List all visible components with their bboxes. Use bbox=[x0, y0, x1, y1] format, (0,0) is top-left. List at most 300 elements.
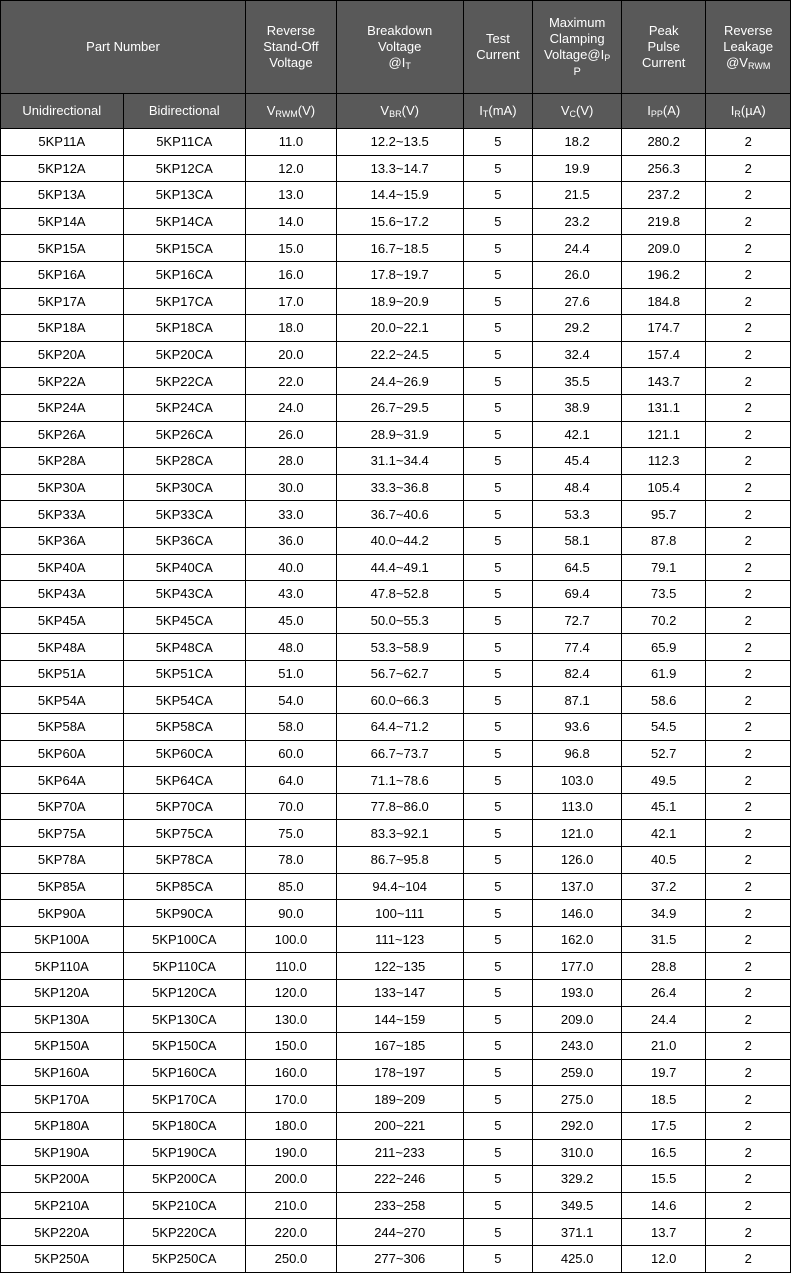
cell-vc: 259.0 bbox=[533, 1059, 622, 1086]
table-row bbox=[1, 1245, 791, 1272]
cell-vrwm: 15.0 bbox=[246, 235, 337, 262]
cell-vrwm: 75.0 bbox=[246, 820, 337, 847]
table-row bbox=[1, 129, 791, 156]
cell-ir: 2 bbox=[706, 1033, 791, 1060]
subheader-sub: R bbox=[734, 108, 741, 119]
cell-vbr: 28.9~31.9 bbox=[336, 421, 463, 448]
table-row bbox=[1, 474, 791, 501]
cell-bidirectional: 5KP30CA bbox=[123, 474, 246, 501]
cell-vc: 146.0 bbox=[533, 900, 622, 927]
cell-it: 5 bbox=[463, 793, 533, 820]
cell-bidirectional: 5KP200CA bbox=[123, 1166, 246, 1193]
cell-it: 5 bbox=[463, 1006, 533, 1033]
cell-vrwm: 190.0 bbox=[246, 1139, 337, 1166]
table-row bbox=[1, 793, 791, 820]
cell-unidirectional: 5KP64A bbox=[1, 767, 124, 794]
cell-vc: 38.9 bbox=[533, 394, 622, 421]
subheader-main: I bbox=[647, 102, 651, 118]
cell-ipp: 26.4 bbox=[621, 980, 705, 1007]
cell-ir: 2 bbox=[706, 953, 791, 980]
cell-vbr: 233~258 bbox=[336, 1192, 463, 1219]
cell-vbr: 222~246 bbox=[336, 1166, 463, 1193]
cell-ipp: 184.8 bbox=[621, 288, 705, 315]
cell-vbr: 244~270 bbox=[336, 1219, 463, 1246]
table-row bbox=[1, 953, 791, 980]
cell-it: 5 bbox=[463, 1219, 533, 1246]
cell-ir: 2 bbox=[706, 847, 791, 874]
cell-bidirectional: 5KP36CA bbox=[123, 527, 246, 554]
subheader-main: V bbox=[380, 102, 390, 118]
cell-it: 5 bbox=[463, 714, 533, 741]
cell-vc: 243.0 bbox=[533, 1033, 622, 1060]
cell-vrwm: 90.0 bbox=[246, 900, 337, 927]
cell-ipp: 40.5 bbox=[621, 847, 705, 874]
cell-ipp: 19.7 bbox=[621, 1059, 705, 1086]
cell-vbr: 86.7~95.8 bbox=[336, 847, 463, 874]
cell-vrwm: 28.0 bbox=[246, 448, 337, 475]
table-row bbox=[1, 687, 791, 714]
cell-ipp: 42.1 bbox=[621, 820, 705, 847]
cell-it: 5 bbox=[463, 1245, 533, 1272]
cell-ipp: 112.3 bbox=[621, 448, 705, 475]
table-row bbox=[1, 1166, 791, 1193]
cell-vc: 45.4 bbox=[533, 448, 622, 475]
cell-it: 5 bbox=[463, 900, 533, 927]
cell-ipp: 17.5 bbox=[621, 1112, 705, 1139]
cell-it: 5 bbox=[463, 341, 533, 368]
cell-vc: 103.0 bbox=[533, 767, 622, 794]
cell-it: 5 bbox=[463, 208, 533, 235]
cell-ipp: 157.4 bbox=[621, 341, 705, 368]
cell-vrwm: 150.0 bbox=[246, 1033, 337, 1060]
cell-ipp: 196.2 bbox=[621, 261, 705, 288]
cell-unidirectional: 5KP51A bbox=[1, 660, 124, 687]
cell-bidirectional: 5KP64CA bbox=[123, 767, 246, 794]
table-header-sub-row bbox=[1, 94, 791, 129]
header-at-sub: RWM bbox=[747, 60, 771, 71]
cell-bidirectional: 5KP250CA bbox=[123, 1245, 246, 1272]
header-line: Test bbox=[485, 31, 510, 46]
cell-it: 5 bbox=[463, 261, 533, 288]
cell-vbr: 64.4~71.2 bbox=[336, 714, 463, 741]
cell-vc: 121.0 bbox=[533, 820, 622, 847]
subheader-sub: PP bbox=[650, 108, 663, 119]
subheader-tail: (V) bbox=[401, 102, 419, 118]
cell-vc: 96.8 bbox=[533, 740, 622, 767]
table-header bbox=[1, 1, 791, 129]
cell-vc: 24.4 bbox=[533, 235, 622, 262]
cell-ipp: 31.5 bbox=[621, 926, 705, 953]
subheader-main: V bbox=[266, 102, 276, 118]
cell-ir: 2 bbox=[706, 261, 791, 288]
cell-ir: 2 bbox=[706, 527, 791, 554]
cell-vbr: 144~159 bbox=[336, 1006, 463, 1033]
cell-vc: 21.5 bbox=[533, 182, 622, 209]
table-row bbox=[1, 1006, 791, 1033]
cell-vrwm: 16.0 bbox=[246, 261, 337, 288]
cell-unidirectional: 5KP70A bbox=[1, 793, 124, 820]
cell-bidirectional: 5KP14CA bbox=[123, 208, 246, 235]
cell-vrwm: 51.0 bbox=[246, 660, 337, 687]
cell-vrwm: 160.0 bbox=[246, 1059, 337, 1086]
table-row bbox=[1, 767, 791, 794]
cell-bidirectional: 5KP15CA bbox=[123, 235, 246, 262]
cell-vc: 69.4 bbox=[533, 581, 622, 608]
cell-unidirectional: 5KP43A bbox=[1, 581, 124, 608]
table-row bbox=[1, 660, 791, 687]
cell-vbr: 133~147 bbox=[336, 980, 463, 1007]
cell-unidirectional: 5KP18A bbox=[1, 315, 124, 342]
cell-vc: 371.1 bbox=[533, 1219, 622, 1246]
cell-unidirectional: 5KP24A bbox=[1, 394, 124, 421]
header-line: Reverse bbox=[266, 23, 316, 38]
cell-vrwm: 11.0 bbox=[246, 129, 337, 156]
cell-vc: 77.4 bbox=[533, 634, 622, 661]
cell-vc: 72.7 bbox=[533, 607, 622, 634]
cell-vbr: 31.1~34.4 bbox=[336, 448, 463, 475]
table-row bbox=[1, 873, 791, 900]
table-row bbox=[1, 1139, 791, 1166]
cell-vbr: 66.7~73.7 bbox=[336, 740, 463, 767]
cell-bidirectional: 5KP160CA bbox=[123, 1059, 246, 1086]
cell-ir: 2 bbox=[706, 155, 791, 182]
cell-bidirectional: 5KP75CA bbox=[123, 820, 246, 847]
cell-bidirectional: 5KP18CA bbox=[123, 315, 246, 342]
table-row bbox=[1, 607, 791, 634]
header-line: Breakdown bbox=[367, 22, 433, 38]
cell-ipp: 174.7 bbox=[621, 315, 705, 342]
cell-ipp: 65.9 bbox=[621, 634, 705, 661]
table-row bbox=[1, 527, 791, 554]
cell-bidirectional: 5KP190CA bbox=[123, 1139, 246, 1166]
cell-unidirectional: 5KP20A bbox=[1, 341, 124, 368]
cell-bidirectional: 5KP150CA bbox=[123, 1033, 246, 1060]
cell-ir: 2 bbox=[706, 1219, 791, 1246]
cell-it: 5 bbox=[463, 926, 533, 953]
cell-ir: 2 bbox=[706, 607, 791, 634]
cell-bidirectional: 5KP78CA bbox=[123, 847, 246, 874]
cell-it: 5 bbox=[463, 740, 533, 767]
cell-unidirectional: 5KP210A bbox=[1, 1192, 124, 1219]
cell-it: 5 bbox=[463, 368, 533, 395]
cell-vbr: 56.7~62.7 bbox=[336, 660, 463, 687]
cell-vc: 42.1 bbox=[533, 421, 622, 448]
cell-ir: 2 bbox=[706, 1112, 791, 1139]
cell-ir: 2 bbox=[706, 581, 791, 608]
subheader-tail: (V) bbox=[297, 102, 316, 118]
cell-it: 5 bbox=[463, 129, 533, 156]
cell-ir: 2 bbox=[706, 288, 791, 315]
cell-it: 5 bbox=[463, 182, 533, 209]
cell-vrwm: 48.0 bbox=[246, 634, 337, 661]
cell-vbr: 16.7~18.5 bbox=[336, 235, 463, 262]
cell-ir: 2 bbox=[706, 873, 791, 900]
header-at: @I bbox=[388, 54, 406, 70]
cell-bidirectional: 5KP180CA bbox=[123, 1112, 246, 1139]
table-row bbox=[1, 501, 791, 528]
table-row bbox=[1, 1219, 791, 1246]
cell-unidirectional: 5KP220A bbox=[1, 1219, 124, 1246]
cell-vc: 209.0 bbox=[533, 1006, 622, 1033]
cell-vrwm: 26.0 bbox=[246, 421, 337, 448]
cell-vc: 93.6 bbox=[533, 714, 622, 741]
cell-vrwm: 30.0 bbox=[246, 474, 337, 501]
cell-vrwm: 170.0 bbox=[246, 1086, 337, 1113]
cell-bidirectional: 5KP220CA bbox=[123, 1219, 246, 1246]
cell-unidirectional: 5KP45A bbox=[1, 607, 124, 634]
cell-it: 5 bbox=[463, 634, 533, 661]
header-maximum-clamping-voltage bbox=[533, 1, 622, 94]
cell-ir: 2 bbox=[706, 1166, 791, 1193]
subheader-sub: BR bbox=[389, 108, 402, 119]
header-line bbox=[708, 55, 788, 72]
subheader-vbr bbox=[336, 94, 463, 129]
cell-bidirectional: 5KP48CA bbox=[123, 634, 246, 661]
cell-vrwm: 64.0 bbox=[246, 767, 337, 794]
cell-vrwm: 70.0 bbox=[246, 793, 337, 820]
cell-vrwm: 100.0 bbox=[246, 926, 337, 953]
cell-ir: 2 bbox=[706, 1139, 791, 1166]
cell-it: 5 bbox=[463, 873, 533, 900]
cell-it: 5 bbox=[463, 607, 533, 634]
subheader-main: I bbox=[479, 102, 483, 118]
table-row bbox=[1, 368, 791, 395]
cell-vrwm: 78.0 bbox=[246, 847, 337, 874]
cell-vrwm: 54.0 bbox=[246, 687, 337, 714]
cell-vc: 48.4 bbox=[533, 474, 622, 501]
table-row bbox=[1, 1086, 791, 1113]
cell-unidirectional: 5KP110A bbox=[1, 953, 124, 980]
cell-ir: 2 bbox=[706, 1059, 791, 1086]
table-row bbox=[1, 581, 791, 608]
cell-vbr: 12.2~13.5 bbox=[336, 129, 463, 156]
cell-it: 5 bbox=[463, 581, 533, 608]
cell-ir: 2 bbox=[706, 687, 791, 714]
subheader-unidirectional bbox=[1, 94, 124, 129]
cell-ir: 2 bbox=[706, 1245, 791, 1272]
cell-bidirectional: 5KP170CA bbox=[123, 1086, 246, 1113]
cell-unidirectional: 5KP12A bbox=[1, 155, 124, 182]
cell-vrwm: 85.0 bbox=[246, 873, 337, 900]
cell-vbr: 277~306 bbox=[336, 1245, 463, 1272]
cell-vrwm: 130.0 bbox=[246, 1006, 337, 1033]
cell-bidirectional: 5KP85CA bbox=[123, 873, 246, 900]
cell-unidirectional: 5KP90A bbox=[1, 900, 124, 927]
table-row bbox=[1, 182, 791, 209]
cell-ipp: 58.6 bbox=[621, 687, 705, 714]
cell-ir: 2 bbox=[706, 660, 791, 687]
cell-it: 5 bbox=[463, 660, 533, 687]
cell-unidirectional: 5KP250A bbox=[1, 1245, 124, 1272]
cell-it: 5 bbox=[463, 527, 533, 554]
cell-unidirectional: 5KP16A bbox=[1, 261, 124, 288]
cell-bidirectional: 5KP33CA bbox=[123, 501, 246, 528]
cell-ir: 2 bbox=[706, 767, 791, 794]
table-header-group-row bbox=[1, 1, 791, 94]
cell-vrwm: 14.0 bbox=[246, 208, 337, 235]
cell-it: 5 bbox=[463, 1139, 533, 1166]
cell-bidirectional: 5KP54CA bbox=[123, 687, 246, 714]
cell-vc: 292.0 bbox=[533, 1112, 622, 1139]
cell-vrwm: 250.0 bbox=[246, 1245, 337, 1272]
cell-vc: 19.9 bbox=[533, 155, 622, 182]
cell-ipp: 95.7 bbox=[621, 501, 705, 528]
cell-vrwm: 36.0 bbox=[246, 527, 337, 554]
header-line: Leakage bbox=[723, 38, 774, 54]
cell-ipp: 256.3 bbox=[621, 155, 705, 182]
cell-unidirectional: 5KP180A bbox=[1, 1112, 124, 1139]
cell-it: 5 bbox=[463, 501, 533, 528]
table-row bbox=[1, 421, 791, 448]
table-row bbox=[1, 448, 791, 475]
cell-vbr: 77.8~86.0 bbox=[336, 793, 463, 820]
table-row bbox=[1, 740, 791, 767]
header-line: Reverse bbox=[724, 22, 773, 38]
header-reverse-leakage bbox=[706, 1, 791, 94]
cell-ir: 2 bbox=[706, 448, 791, 475]
cell-vbr: 200~221 bbox=[336, 1112, 463, 1139]
subheader-sub: RWM bbox=[275, 108, 298, 119]
cell-bidirectional: 5KP24CA bbox=[123, 394, 246, 421]
cell-ipp: 209.0 bbox=[621, 235, 705, 262]
cell-bidirectional: 5KP12CA bbox=[123, 155, 246, 182]
header-at-sub: T bbox=[405, 60, 411, 71]
cell-ipp: 131.1 bbox=[621, 394, 705, 421]
cell-it: 5 bbox=[463, 1192, 533, 1219]
table-row bbox=[1, 235, 791, 262]
header-breakdown-voltage bbox=[336, 1, 463, 94]
cell-it: 5 bbox=[463, 288, 533, 315]
cell-bidirectional: 5KP51CA bbox=[123, 660, 246, 687]
table-row bbox=[1, 341, 791, 368]
cell-it: 5 bbox=[463, 235, 533, 262]
cell-ipp: 70.2 bbox=[621, 607, 705, 634]
cell-it: 5 bbox=[463, 448, 533, 475]
cell-it: 5 bbox=[463, 394, 533, 421]
cell-unidirectional: 5KP200A bbox=[1, 1166, 124, 1193]
table-row bbox=[1, 1059, 791, 1086]
cell-vrwm: 12.0 bbox=[246, 155, 337, 182]
subheader-bidirectional bbox=[123, 94, 246, 129]
cell-vbr: 83.3~92.1 bbox=[336, 820, 463, 847]
cell-ir: 2 bbox=[706, 926, 791, 953]
cell-ir: 2 bbox=[706, 235, 791, 262]
cell-ipp: 121.1 bbox=[621, 421, 705, 448]
table-row bbox=[1, 980, 791, 1007]
subheader-tail: (A) bbox=[662, 102, 681, 118]
cell-ir: 2 bbox=[706, 980, 791, 1007]
cell-unidirectional: 5KP40A bbox=[1, 554, 124, 581]
cell-unidirectional: 5KP36A bbox=[1, 527, 124, 554]
cell-bidirectional: 5KP58CA bbox=[123, 714, 246, 741]
header-reverse-standoff-voltage bbox=[246, 1, 337, 94]
subheader-tail: (mA) bbox=[488, 102, 517, 118]
cell-ipp: 14.6 bbox=[621, 1192, 705, 1219]
cell-bidirectional: 5KP16CA bbox=[123, 261, 246, 288]
subheader-sub: T bbox=[482, 108, 489, 119]
cell-bidirectional: 5KP100CA bbox=[123, 926, 246, 953]
cell-unidirectional: 5KP54A bbox=[1, 687, 124, 714]
cell-vc: 329.2 bbox=[533, 1166, 622, 1193]
cell-vc: 27.6 bbox=[533, 288, 622, 315]
cell-ipp: 87.8 bbox=[621, 527, 705, 554]
cell-ipp: 49.5 bbox=[621, 767, 705, 794]
cell-bidirectional: 5KP20CA bbox=[123, 341, 246, 368]
header-line: Clamping bbox=[549, 30, 605, 46]
cell-vc: 32.4 bbox=[533, 341, 622, 368]
cell-ipp: 280.2 bbox=[621, 129, 705, 156]
header-at-extra: P bbox=[573, 65, 581, 78]
subheader-tail: (V) bbox=[576, 102, 594, 118]
cell-bidirectional: 5KP90CA bbox=[123, 900, 246, 927]
cell-vrwm: 45.0 bbox=[246, 607, 337, 634]
cell-it: 5 bbox=[463, 474, 533, 501]
header-line: Maximum bbox=[548, 14, 606, 30]
subheader-ir bbox=[706, 94, 791, 129]
cell-vrwm: 33.0 bbox=[246, 501, 337, 528]
cell-it: 5 bbox=[463, 554, 533, 581]
cell-ipp: 54.5 bbox=[621, 714, 705, 741]
cell-vrwm: 58.0 bbox=[246, 714, 337, 741]
cell-ir: 2 bbox=[706, 129, 791, 156]
cell-bidirectional: 5KP26CA bbox=[123, 421, 246, 448]
cell-unidirectional: 5KP13A bbox=[1, 182, 124, 209]
cell-bidirectional: 5KP70CA bbox=[123, 793, 246, 820]
cell-vc: 26.0 bbox=[533, 261, 622, 288]
cell-vbr: 15.6~17.2 bbox=[336, 208, 463, 235]
cell-bidirectional: 5KP28CA bbox=[123, 448, 246, 475]
cell-it: 5 bbox=[463, 1166, 533, 1193]
cell-vc: 349.5 bbox=[533, 1192, 622, 1219]
cell-vc: 35.5 bbox=[533, 368, 622, 395]
cell-ir: 2 bbox=[706, 900, 791, 927]
cell-vrwm: 43.0 bbox=[246, 581, 337, 608]
cell-vc: 275.0 bbox=[533, 1086, 622, 1113]
cell-ipp: 28.8 bbox=[621, 953, 705, 980]
cell-vrwm: 200.0 bbox=[246, 1166, 337, 1193]
table-row bbox=[1, 261, 791, 288]
cell-unidirectional: 5KP170A bbox=[1, 1086, 124, 1113]
cell-vc: 18.2 bbox=[533, 129, 622, 156]
cell-vbr: 178~197 bbox=[336, 1059, 463, 1086]
cell-ipp: 237.2 bbox=[621, 182, 705, 209]
cell-vc: 425.0 bbox=[533, 1245, 622, 1272]
cell-vbr: 122~135 bbox=[336, 953, 463, 980]
table-row bbox=[1, 155, 791, 182]
cell-unidirectional: 5KP15A bbox=[1, 235, 124, 262]
header-part-number bbox=[1, 1, 246, 94]
header-line: Pulse bbox=[647, 39, 680, 54]
header-line bbox=[535, 47, 619, 64]
cell-bidirectional: 5KP22CA bbox=[123, 368, 246, 395]
cell-vbr: 50.0~55.3 bbox=[336, 607, 463, 634]
header-at: Voltage@I bbox=[544, 46, 605, 62]
cell-vrwm: 220.0 bbox=[246, 1219, 337, 1246]
subheader-sub: C bbox=[569, 108, 577, 119]
cell-ir: 2 bbox=[706, 820, 791, 847]
cell-vc: 82.4 bbox=[533, 660, 622, 687]
cell-unidirectional: 5KP17A bbox=[1, 288, 124, 315]
cell-vrwm: 110.0 bbox=[246, 953, 337, 980]
cell-vc: 53.3 bbox=[533, 501, 622, 528]
table-body bbox=[1, 129, 791, 1273]
cell-ir: 2 bbox=[706, 182, 791, 209]
cell-vrwm: 22.0 bbox=[246, 368, 337, 395]
cell-unidirectional: 5KP150A bbox=[1, 1033, 124, 1060]
header-at: @V bbox=[726, 54, 748, 70]
cell-unidirectional: 5KP30A bbox=[1, 474, 124, 501]
cell-unidirectional: 5KP100A bbox=[1, 926, 124, 953]
